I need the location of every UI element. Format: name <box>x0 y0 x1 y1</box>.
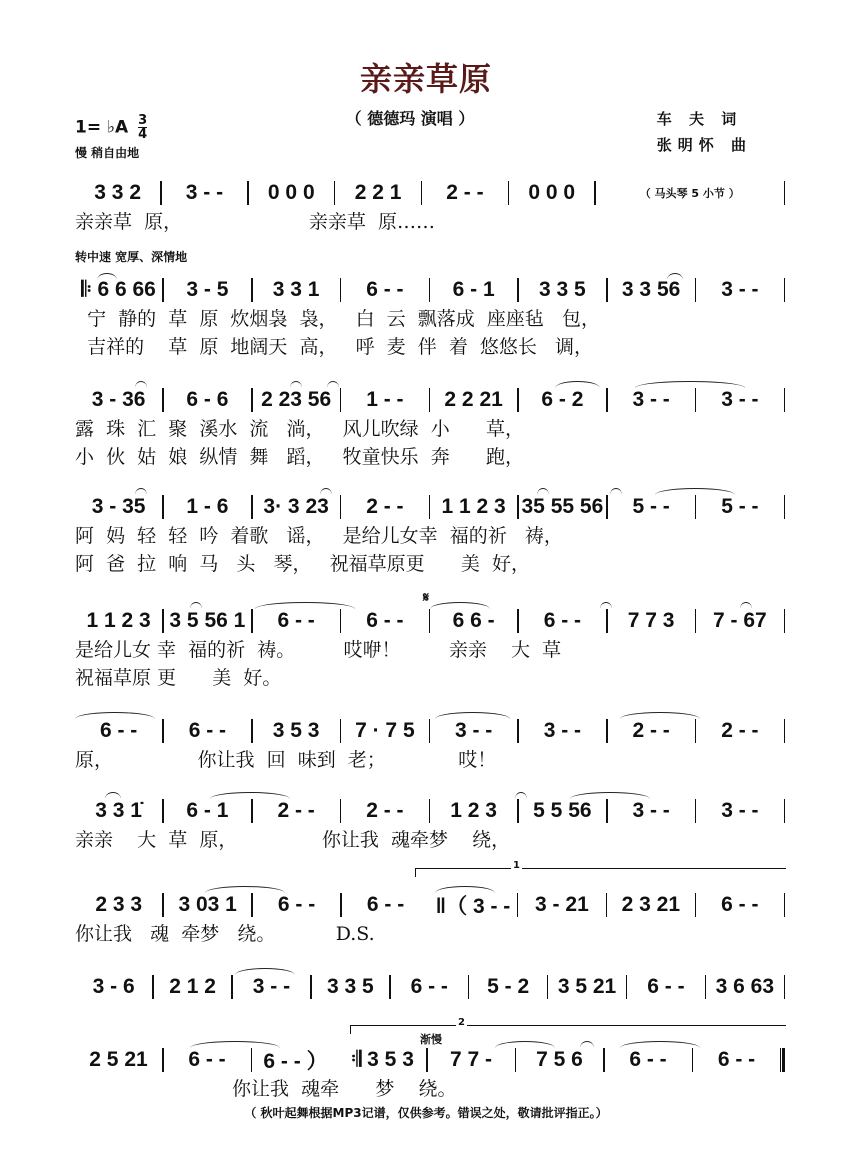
volta-bracket-1: 1 <box>415 868 786 877</box>
measure: 6 - - <box>188 719 227 742</box>
measure: 1 1 2 3 <box>86 609 151 632</box>
measure: 6 - 6 <box>186 388 229 411</box>
lyricist: 车 夫 词 <box>656 110 743 128</box>
lyrics: 亲亲 大 草 原， 你让我 魂牵梦 绕， <box>75 829 511 851</box>
measure: 𝄇 3 5 3 <box>351 1048 414 1071</box>
measure: 3 - - <box>721 799 759 822</box>
measure: 5 - 2 <box>487 975 530 998</box>
measure: 1 1 2 3 <box>441 495 506 518</box>
measure: 3 - 6 <box>92 975 135 998</box>
lyrics-verse-2: 小 伙 姑 娘 纵情 舞 蹈， 牧童快乐 奔 跑， <box>75 446 524 468</box>
tempo-intro: 慢 稍自由地 <box>75 146 140 160</box>
measure: 3 5 3 <box>272 719 320 742</box>
measure: 2 - - <box>277 799 315 822</box>
lyrics-verse-1: 阿 妈 轻 轻 吟 着歌 谣， 是给儿女幸 福的祈 祷， <box>75 525 563 547</box>
lyrics: 你让我 魂牵 梦 绕。 <box>75 1078 457 1100</box>
measure: 6 - - <box>717 1048 756 1071</box>
score-line-10 <box>75 1017 785 1103</box>
notes-row <box>75 716 785 746</box>
notes-row <box>75 385 785 415</box>
performer: （ 德德玛 演唱 ） <box>345 109 475 128</box>
notes-row <box>75 275 785 305</box>
notes-row <box>75 890 785 920</box>
transcription-note: （ 秋叶起舞根据MP3记谱，仅供参考。错误之处，敬请批评指正。） <box>244 1106 608 1120</box>
score-line-2 <box>75 275 785 361</box>
measure: 1 2 3 <box>450 799 497 822</box>
key-label: 1= ♭A <box>75 117 129 138</box>
measure: 6 - - <box>366 278 404 301</box>
measure: 7 - 67 <box>713 609 767 632</box>
measure: 3 - - <box>543 719 582 742</box>
measure: 5 - - <box>632 495 670 518</box>
measure: 35 55 56 <box>521 495 604 518</box>
notes-row <box>75 796 785 826</box>
notes-row <box>75 1045 785 1075</box>
lyrics-verse-1: 是给儿女 幸 福的祈 祷。 哎咿！ 亲亲 大 草 <box>75 639 562 661</box>
measure: 3 - - <box>454 719 493 742</box>
measure: 3 3 2 <box>94 181 142 204</box>
measure: 6 - - <box>629 1048 667 1071</box>
measure: 6 - - <box>543 609 582 632</box>
measure: 2 2 21 <box>444 388 503 411</box>
key-signature <box>75 114 147 141</box>
measure: 3 - - <box>185 181 224 204</box>
measure: 6 - - <box>410 975 448 998</box>
lyrics-verse-1: 宁 静的 草 原 炊烟袅 袅， 白 云 飘落成 座座毡 包， <box>75 308 600 330</box>
measure: 2 - - <box>366 495 404 518</box>
measure: 3 - 21 <box>535 893 589 916</box>
measure: 6 6 - <box>452 609 495 632</box>
measure: 2 - - <box>366 799 404 822</box>
composer: 张明怀 曲 <box>656 136 752 154</box>
measure: 3 - - <box>721 388 759 411</box>
credits <box>657 106 752 158</box>
measure: ‖（ 3 - - <box>435 895 511 918</box>
measure: 3 5 56 1 <box>169 609 246 632</box>
measure: 0 0 0 <box>267 181 315 204</box>
notes-row <box>75 178 785 208</box>
measure: 1 - 6 <box>186 495 229 518</box>
lyrics-verse: 亲亲草 原， 亲亲草 原…… <box>75 211 435 233</box>
measure: 6 - - <box>721 893 759 916</box>
song-title: 亲亲草原 <box>359 60 492 98</box>
measure: 3 - 36 <box>91 388 146 411</box>
volta-bracket-2: 2 <box>350 1025 786 1034</box>
measure: 6 - - <box>277 609 315 632</box>
score-line-6 <box>75 716 785 774</box>
score-line-8 <box>75 860 785 948</box>
score-line-5 <box>75 590 785 692</box>
measure: 3 3 1 <box>272 278 320 301</box>
lyrics-verse-2: 祝福草原 更 美 好。 <box>75 667 282 689</box>
measure: 3 3 5 <box>539 278 586 301</box>
measure: 3· 3 23 <box>263 495 329 518</box>
measure: 2 3 3 <box>95 893 143 916</box>
measure: 5 5 56 <box>533 799 592 822</box>
measure: 3 - - <box>632 799 670 822</box>
measure: 6 - - <box>188 1048 226 1071</box>
lyrics-verse-2: 阿 爸 拉 响 马 头 琴， 祝福草原更 美 好， <box>75 553 530 575</box>
measure: 7 7 3 <box>627 609 675 632</box>
time-bottom: 4 <box>138 127 148 142</box>
measure: 6 - - <box>366 609 404 632</box>
measure: 7 7 - <box>449 1048 493 1071</box>
measure: 6 - - <box>277 893 316 916</box>
measure: 1 - - <box>366 388 404 411</box>
measure: 3 3 56 <box>621 278 681 301</box>
tempo-ritardando: 渐慢 <box>420 1033 442 1046</box>
measure: 3 3 1̇ <box>95 799 142 822</box>
measure: 6 - - ） <box>263 1050 328 1073</box>
measure: 6 - 2 <box>541 388 584 411</box>
measure: 2 - - <box>632 719 670 742</box>
lyrics: 原， 你让我 回 味到 老； 哎！ <box>75 749 497 771</box>
measure: 6 - 1 <box>452 278 495 301</box>
time-top: 3 <box>138 113 148 128</box>
tempo-main: 转中速 宽厚、深情地 <box>75 250 188 264</box>
time-signature <box>138 114 147 141</box>
measure: 0 0 0 <box>528 181 576 204</box>
measure: 3 - - <box>721 278 759 301</box>
measure: 2 23 56 <box>261 388 332 411</box>
measure: 3 - - <box>632 388 670 411</box>
measure: 6 - - <box>647 975 685 998</box>
score-line-4 <box>75 492 785 578</box>
notes-row <box>75 606 785 636</box>
measure: 6 - - <box>99 719 138 742</box>
score-line-1 <box>75 178 785 236</box>
measure: 3 - 5 <box>186 278 229 301</box>
interlude-note: （ 马头琴 5 小节 ） <box>639 187 740 200</box>
lyrics-verse-1: 露 珠 汇 聚 溪水 流 淌， 风儿吹绿 小 草， <box>75 418 524 440</box>
score-line-7 <box>75 796 785 854</box>
measure: 7 5 6 <box>536 1048 583 1071</box>
measure: 2 - - <box>446 181 484 204</box>
notes-row <box>75 972 785 1002</box>
measure: 2 - - <box>721 719 759 742</box>
measure: 7 · 7 5 <box>355 719 415 742</box>
score-line-9 <box>75 972 785 1002</box>
measure: 6 - - <box>366 893 405 916</box>
measure: 6 - 1 <box>186 799 229 822</box>
measure: 5 - - <box>721 495 759 518</box>
measure: 2 2 1 <box>354 181 402 204</box>
measure: 2 5 21 <box>89 1048 148 1071</box>
measure: 3 3 5 <box>327 975 374 998</box>
measure: 3 - - <box>252 975 291 998</box>
measure: 𝄆 6 6 66 <box>81 278 156 301</box>
lyrics-verse-2: 吉祥的 草 原 地阔天 高， 呼 麦 伴 着 悠悠长 调， <box>75 336 594 358</box>
score-line-3 <box>75 385 785 471</box>
measure: 3 03 1 <box>178 893 237 916</box>
measure: 3 6 63 <box>715 975 775 998</box>
segno-icon: 𝄋 <box>423 590 430 606</box>
notes-row <box>75 492 785 522</box>
measure: 3 5 21 <box>557 975 617 998</box>
measure: 2 3 21 <box>621 893 681 916</box>
measure: 3 - 35 <box>91 495 146 518</box>
lyrics: 你让我 魂 牵梦 绕。 D.S. <box>75 923 375 945</box>
measure: 2 1 2 <box>169 975 216 998</box>
